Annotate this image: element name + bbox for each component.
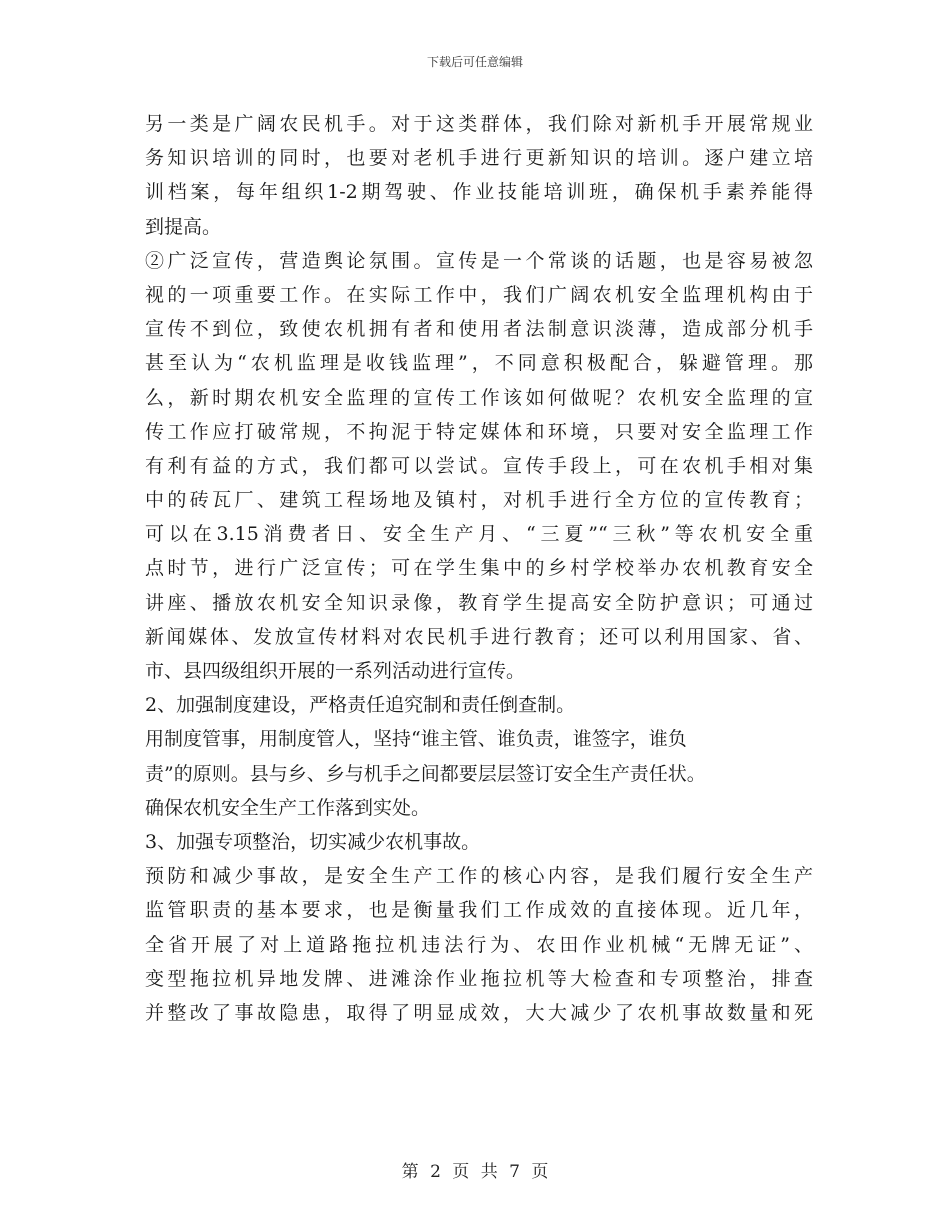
text-line: 确保农机安全生产工作落到实处。 [145,796,431,819]
text-line: 中的砖瓦厂、建筑工程场地及镇村，对机手进行全方位的宣传教育； [145,489,813,512]
text-line: ②广泛宣传，营造舆论氛围。宣传是一个常谈的话题，也是容易被忽 [145,249,813,272]
text-line: 并整改了事故隐患，取得了明显成效，大大减少了农机事故数量和死 [145,1001,813,1024]
text-line: 务知识培训的同时，也要对老机手进行更新知识的培训。逐户建立培 [145,147,813,170]
text-line: 新闻媒体、发放宣传材料对农民机手进行教育；还可以利用国家、省、 [145,625,813,648]
text-line: 到提高。 [145,215,222,238]
page-number-footer: 第 2 页 共 7 页 [401,1162,549,1182]
text-line: 甚至认为“农机监理是收钱监理”，不同意积极配合，躲避管理。那 [145,352,813,375]
text-line: 有利有益的方式，我们都可以尝试。宣传手段上，可在农机手相对集 [145,454,813,477]
section-heading: 2、加强制度建设，严格责任追究制和责任倒查制。 [145,694,576,717]
text-line: 么，新时期农机安全监理的宣传工作该如何做呢？农机安全监理的宣 [145,386,813,409]
text-line: 点时节，进行广泛宣传；可在学生集中的乡村学校举办农机教育安全 [145,557,813,580]
text-line: 用制度管事，用制度管人，坚持“谁主管、谁负责，谁签字，谁负 [145,728,687,751]
text-line: 讲座、播放农机安全知识录像，教育学生提高安全防护意识；可通过 [145,591,813,614]
text-line: 视的一项重要工作。在实际工作中，我们广阔农机安全监理机构由于 [145,283,813,306]
text-line: 市、县四级组织开展的一系列活动进行宣传。 [145,660,526,682]
text-line: 另一类是广阔农民机手。对于这类群体，我们除对新机手开展常规业 [145,113,813,135]
text-line: 预防和减少事故，是安全生产工作的核心内容，是我们履行安全生产 [145,865,813,888]
text-line: 监管职责的基本要求，也是衡量我们工作成效的直接体现。近几年， [145,899,813,922]
text-line: 训档案，每年组织1-2期驾驶、作业技能培训班，确保机手素养能得 [145,181,813,204]
text-line: 责”的原则。县与乡、乡与机手之间都要层层签订安全生产责任状。 [145,762,706,785]
text-line: 传工作应打破常规，不拘泥于特定媒体和环境，只要对安全监理工作 [145,420,813,443]
section-heading: 3、加强专项整治，切实减少农机事故。 [145,830,481,853]
text-line: 可以在3.15消费者日、安全生产月、“三夏”“三秋”等农机安全重 [145,523,813,546]
text-line: 全省开展了对上道路拖拉机违法行为、农田作业机械“无牌无证”、 [145,933,813,956]
text-line: 宣传不到位，致使农机拥有者和使用者法制意识淡薄，造成部分机手 [145,318,813,341]
text-line: 变型拖拉机异地发牌、进滩涂作业拖拉机等大检查和专项整治，排查 [145,967,813,990]
document-body [145,107,813,1030]
page-header-note: 下载后可任意编辑 [426,55,523,69]
